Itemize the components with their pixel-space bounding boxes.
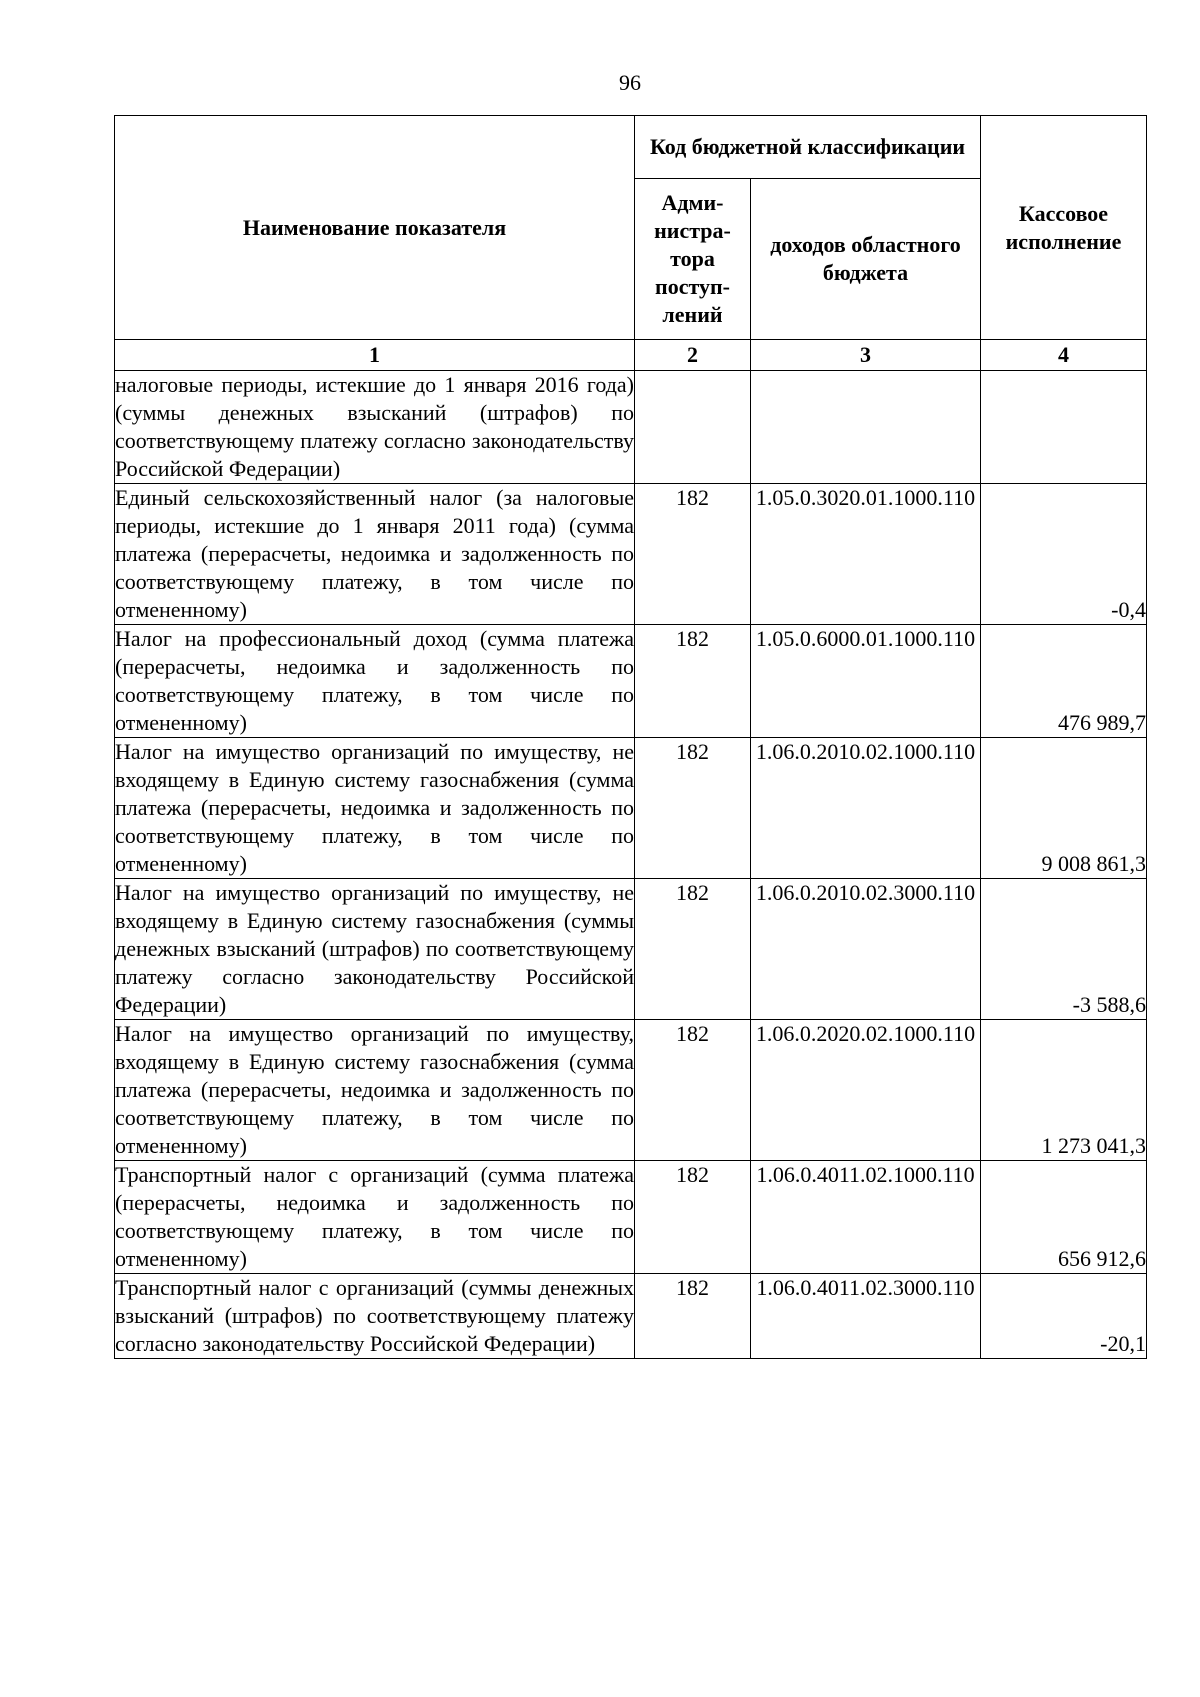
table-row	[115, 1020, 1147, 1161]
header-index-3: 3	[751, 340, 981, 371]
header-index-4: 4	[981, 340, 1147, 371]
table-row	[115, 484, 1147, 625]
row-amount: 9 008 861,3	[981, 738, 1147, 879]
page-number: 96	[619, 70, 641, 95]
row-income-code: 1.05.0.3020.01.1000.110	[751, 484, 981, 625]
row-amount: -3 588,6	[981, 879, 1147, 1020]
row-amount: -0,4	[981, 484, 1147, 625]
header-income-column: доходов областного бюджета	[751, 179, 981, 340]
table-row	[115, 879, 1147, 1020]
header-index-1: 1	[115, 340, 635, 371]
header-amount-column: Кассовое исполнение	[981, 116, 1147, 340]
row-admin-code: 182	[635, 738, 751, 879]
table-row	[115, 625, 1147, 738]
row-amount	[981, 371, 1147, 484]
row-admin-code: 182	[635, 1274, 751, 1359]
row-amount: -20,1	[981, 1274, 1147, 1359]
table-row	[115, 1274, 1147, 1359]
row-income-code	[751, 371, 981, 484]
row-admin-code: 182	[635, 1020, 751, 1161]
row-amount: 656 912,6	[981, 1161, 1147, 1274]
row-admin-code: 182	[635, 879, 751, 1020]
row-name: Транспортный налог с организаций (суммы денежных взысканий (штрафов) по соответствующему платежу согласно законодательству Российской Федерации)	[115, 1274, 635, 1359]
row-admin-code: 182	[635, 1161, 751, 1274]
row-income-code: 1.05.0.6000.01.1000.110	[751, 625, 981, 738]
row-admin-code	[635, 371, 751, 484]
row-name: Транспортный налог с организаций (сумма платежа (перерасчеты, недоимка и задолженность по соответствующему платежу, в том числе по отмененному)	[115, 1161, 635, 1274]
row-name: Налог на профессиональный доход (сумма платежа (перерасчеты, недоимка и задолженность по соответствующему платежу, в том числе по отмененному)	[115, 625, 635, 738]
row-amount: 1 273 041,3	[981, 1020, 1147, 1161]
row-income-code: 1.06.0.4011.02.3000.110	[751, 1274, 981, 1359]
row-name: Налог на имущество организаций по имуществу, входящему в Единую систему газоснабжения (сумма платежа (перерасчеты, недоимка и задолженность по соответствующему платежу, в том числе по отмененному)	[115, 1020, 635, 1161]
row-income-code: 1.06.0.4011.02.1000.110	[751, 1161, 981, 1274]
row-income-code: 1.06.0.2020.02.1000.110	[751, 1020, 981, 1161]
row-admin-code: 182	[635, 625, 751, 738]
row-income-code: 1.06.0.2010.02.3000.110	[751, 879, 981, 1020]
row-name: Налог на имущество организаций по имуществу, не входящему в Единую систему газоснабжения (суммы денежных взысканий (штрафов) по соответствующему платежу согласно законодательству Российской Федерации)	[115, 879, 635, 1020]
row-name: Единый сельскохозяйственный налог (за налоговые периоды, истекшие до 1 января 2011 года) (сумма платежа (перерасчеты, недоимка и задолженность по соответствующему платежу, в том числе по отмененному)	[115, 484, 635, 625]
budget-table	[114, 115, 1147, 1359]
header-code-group: Код бюджетной классификации	[635, 116, 981, 179]
row-admin-code: 182	[635, 484, 751, 625]
row-name: Налог на имущество организаций по имуществу, не входящему в Единую систему газоснабжения (сумма платежа (перерасчеты, недоимка и задолженность по соответствующему платежу, в том числе по отмененному)	[115, 738, 635, 879]
header-index-2: 2	[635, 340, 751, 371]
table-row	[115, 1161, 1147, 1274]
row-name: налоговые периоды, истекшие до 1 января 2016 года) (суммы денежных взысканий (штрафов) по соответствующему платежу согласно законодательству Российской Федерации)	[115, 371, 635, 484]
row-amount: 476 989,7	[981, 625, 1147, 738]
header-name-column: Наименование показателя	[115, 116, 635, 340]
row-income-code: 1.06.0.2010.02.1000.110	[751, 738, 981, 879]
header-admin-column: Адми-нистра-тора поступ-лений	[635, 179, 751, 340]
table-row	[115, 738, 1147, 879]
table-row	[115, 371, 1147, 484]
